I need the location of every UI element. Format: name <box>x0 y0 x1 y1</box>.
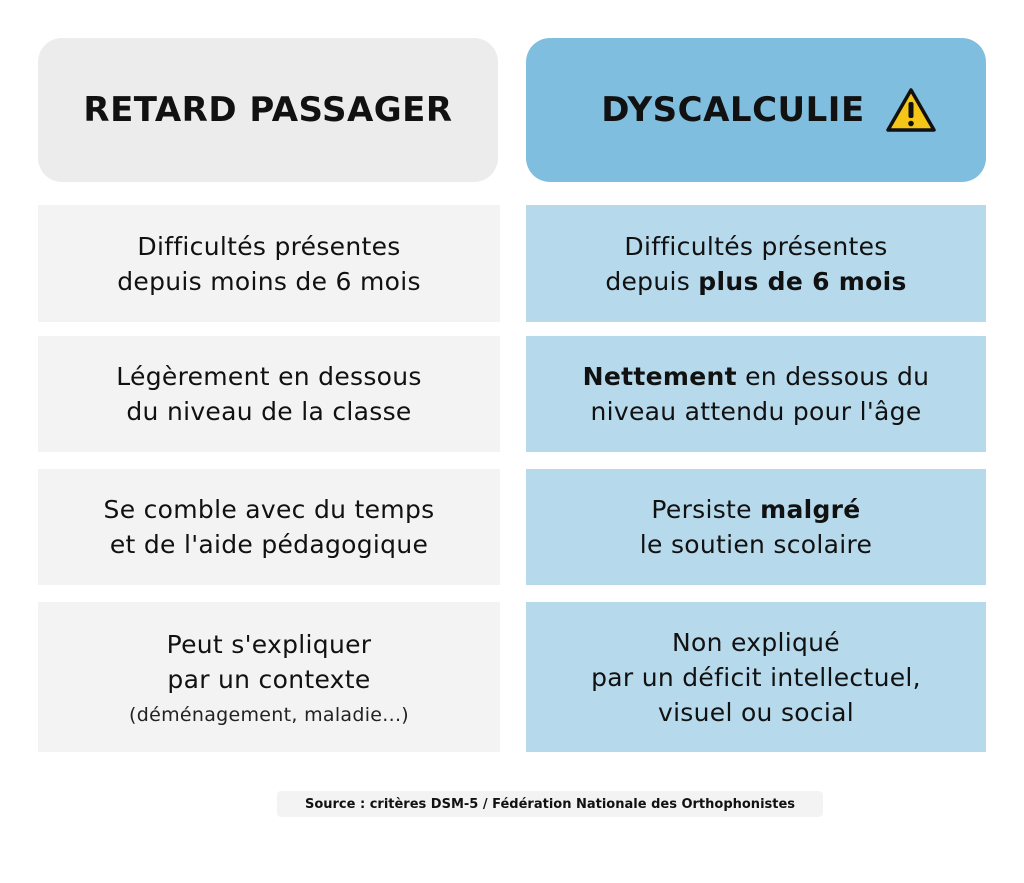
cell-line <box>583 359 930 394</box>
cell-line: Difficultés présentes <box>137 231 401 261</box>
cell-line: et de l'aide pédagogique <box>109 530 429 559</box>
header-retard-passager <box>38 38 498 182</box>
right-cell-level <box>526 336 986 452</box>
cell-line: niveau attendu pour l'âge <box>590 397 922 426</box>
cell-line: le soutien scolaire <box>639 530 873 559</box>
right-cell-evolution <box>526 469 986 585</box>
cell-line: depuis moins de 6 mois <box>117 266 421 296</box>
cell-line <box>651 492 860 527</box>
cell-emphasis: malgré <box>760 495 861 524</box>
cell-emphasis: Nettement <box>582 362 737 391</box>
header-left-title: RETARD PASSAGER <box>83 90 453 130</box>
cell-line: Non expliqué <box>672 627 840 657</box>
cell-emphasis: plus de 6 mois <box>698 266 907 296</box>
right-cell-duration <box>526 205 986 322</box>
source-caption <box>277 791 823 817</box>
cell-line <box>605 264 906 299</box>
cell-line: Se comble avec du temps <box>103 495 435 524</box>
cell-note: (déménagement, maladie...) <box>129 704 409 726</box>
cell-line: Difficultés présentes <box>624 231 888 261</box>
left-cell-evolution <box>38 469 500 585</box>
cell-text: en dessous du <box>736 362 930 391</box>
cell-text: depuis <box>605 266 699 296</box>
header-right-title: DYSCALCULIE <box>601 90 865 130</box>
left-cell-level <box>38 336 500 452</box>
cell-line: du niveau de la classe <box>126 397 412 426</box>
right-cell-cause <box>526 602 986 752</box>
cell-line: par un déficit intellectuel, <box>591 662 921 692</box>
cell-line: visuel ou social <box>657 697 855 727</box>
header-dyscalculie <box>526 38 986 182</box>
cell-line: Légèrement en dessous <box>116 362 422 391</box>
left-cell-cause <box>38 602 500 752</box>
warning-triangle-icon <box>885 87 937 133</box>
cell-text: Persiste <box>651 495 761 524</box>
left-cell-duration <box>38 205 500 322</box>
cell-line: par un contexte <box>167 665 371 694</box>
source-text: Source : critères DSM-5 / Fédération Nationale des Orthophonistes <box>304 796 796 812</box>
cell-line: Peut s'expliquer <box>166 630 372 659</box>
